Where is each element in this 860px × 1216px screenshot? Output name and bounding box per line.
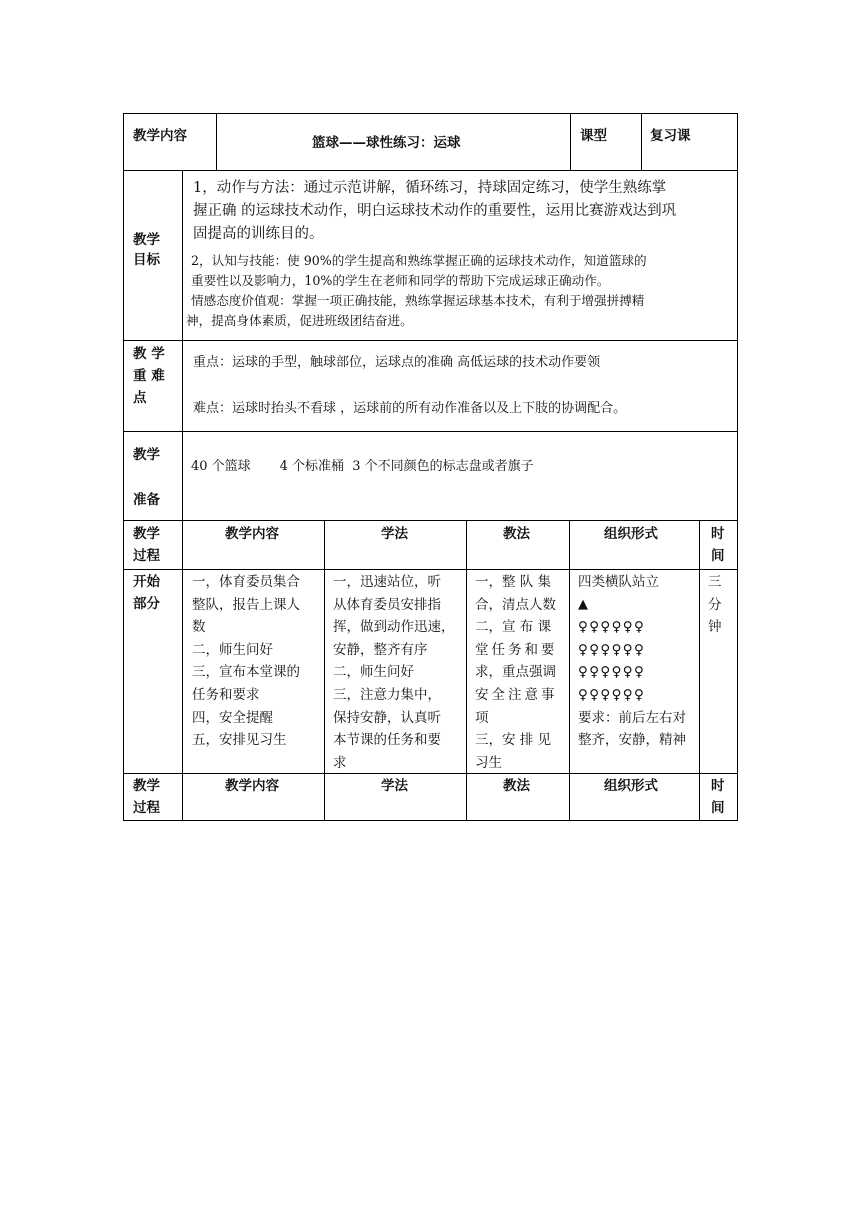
formation-row: ♀♀♀♀♀♀ — [578, 641, 646, 658]
list-item: 一，整 队 集 — [475, 574, 552, 590]
list-item: 整队，报告上课人 — [192, 596, 300, 613]
start-time — [708, 571, 722, 639]
list-item: 任务和要求 — [192, 686, 260, 703]
col-header-content: 教学内容 — [225, 526, 279, 542]
objective-3-line-1: 情感态度价值观：掌握一项正确技能，熟练掌握运球基本技术，有利于增强拼搏精 — [191, 293, 645, 308]
lesson-title: 篮球——球性练习：运球 — [312, 135, 461, 151]
list-item: 二，宣 布 课 — [475, 619, 552, 636]
difficulty-label-1: 教 学 — [133, 346, 165, 362]
list-item: 五，安排见习生 — [192, 732, 287, 749]
time-char: 钟 — [708, 619, 722, 636]
list-item: 二，师生问好 — [192, 641, 273, 658]
list-item: 保持安静，认真听 — [333, 709, 441, 726]
list-item: 安静，整齐有序 — [333, 641, 428, 658]
process-label-2: 过程 — [133, 800, 160, 816]
process-label-1: 教学 — [133, 778, 160, 794]
list-item: 求，重点强调 — [475, 664, 556, 681]
list-item: 数 — [192, 619, 206, 636]
difficult-point: 难点：运球时抬头不看球 ，运球前的所有动作准备以及上下肢的协调配合。 — [193, 401, 627, 416]
list-item: 合，清点人数 — [475, 596, 556, 613]
list-item: 习生 — [475, 754, 502, 771]
list-item: 四，安全提醒 — [192, 709, 273, 726]
start-label-2: 部分 — [133, 596, 160, 612]
col-header-time-2: 间 — [711, 548, 725, 564]
list-item: 求 — [333, 754, 347, 771]
list-item: 堂任务和要 — [475, 641, 558, 658]
formation-row: ♀♀♀♀♀♀ — [578, 619, 646, 636]
teacher-triangle-icon: ▲ — [578, 596, 588, 612]
col-header-content: 教学内容 — [225, 778, 279, 794]
col-header-time-1: 时 — [711, 778, 725, 794]
list-item: 二，师生问好 — [333, 664, 414, 681]
list-item: 三，安 排 见 — [475, 732, 552, 749]
col-header-study: 学法 — [381, 778, 408, 794]
key-point: 重点：运球的手型，触球部位，运球点的准确 高低运球的技术动作要领 — [193, 355, 601, 370]
list-item: 挥，做到动作迅速， — [333, 619, 455, 636]
col-header-org: 组织形式 — [604, 526, 658, 542]
col-header-org: 组织形式 — [604, 778, 658, 794]
list-item: 三，宣布本堂课的 — [192, 664, 300, 681]
type-label: 课型 — [580, 128, 607, 144]
difficulty-label-2: 重 难 — [133, 368, 165, 384]
org-title: 四类横队站立 — [578, 574, 659, 590]
preparation-label-1: 教学 — [133, 447, 160, 463]
col-header-teach: 教法 — [503, 778, 530, 794]
start-study-list — [333, 571, 455, 774]
formation-row: ♀♀♀♀♀♀ — [578, 664, 646, 681]
formation-row: ♀♀♀♀♀♀ — [578, 686, 646, 703]
objective-1-line-1: 1，动作与方法：通过示范讲解，循环练习，持球固定练习，使学生熟练掌 — [193, 180, 667, 196]
list-item: 三，注意力集中， — [333, 686, 441, 703]
list-item: 一，体育委员集合 — [192, 574, 300, 590]
process-label-2: 过程 — [133, 548, 160, 564]
objective-2-line-1: 2，认知与技能：使 90%的学生提高和熟练掌握正确的运球技术动作，知道篮球的 — [191, 253, 647, 268]
list-item: 安全注意事 — [475, 686, 558, 703]
list-item: 从体育委员安排指 — [333, 596, 441, 613]
col-header-study: 学法 — [381, 526, 408, 542]
list-item: 一，迅速站位，听 — [333, 574, 441, 590]
time-char: 三 — [708, 574, 722, 590]
start-label-1: 开始 — [133, 574, 160, 590]
col-header-time-1: 时 — [711, 526, 725, 542]
objective-3-line-2: 神，提高身体素质，促进班级团结奋进。 — [186, 313, 413, 328]
list-item: 本节课的任务和要 — [333, 732, 441, 749]
preparation-items: 40 个篮球 4 个标准桶 3 个不同颜色的标志盘或者旗子 — [191, 459, 534, 474]
list-item: 项 — [475, 709, 489, 726]
difficulty-label-3: 点 — [133, 390, 147, 406]
objectives-label-1: 教学 — [133, 232, 160, 248]
col-header-time-2: 间 — [711, 800, 725, 816]
time-char: 分 — [708, 596, 722, 613]
type-value: 复习课 — [650, 128, 691, 144]
org-requirement-2: 整齐，安静，精神 — [578, 732, 686, 749]
col-header-teach: 教法 — [503, 526, 530, 542]
start-teach-list — [475, 571, 558, 774]
objective-1-line-3: 固提高的训练目的。 — [193, 226, 324, 242]
preparation-label-2: 准备 — [133, 492, 160, 508]
start-organization — [578, 571, 686, 752]
start-content-list — [192, 571, 300, 752]
objective-1-line-2: 握正确 的运球技术动作，明白运球技术动作的重要性，运用比赛游戏达到巩 — [193, 203, 677, 219]
content-label: 教学内容 — [133, 128, 187, 144]
objectives-label-2: 目标 — [133, 252, 160, 268]
process-label-1: 教学 — [133, 526, 160, 542]
org-requirement-1: 要求：前后左右对 — [578, 709, 686, 726]
objective-2-line-2: 重要性以及影响力，10%的学生在老师和同学的帮助下完成运球正确动作。 — [191, 273, 610, 288]
